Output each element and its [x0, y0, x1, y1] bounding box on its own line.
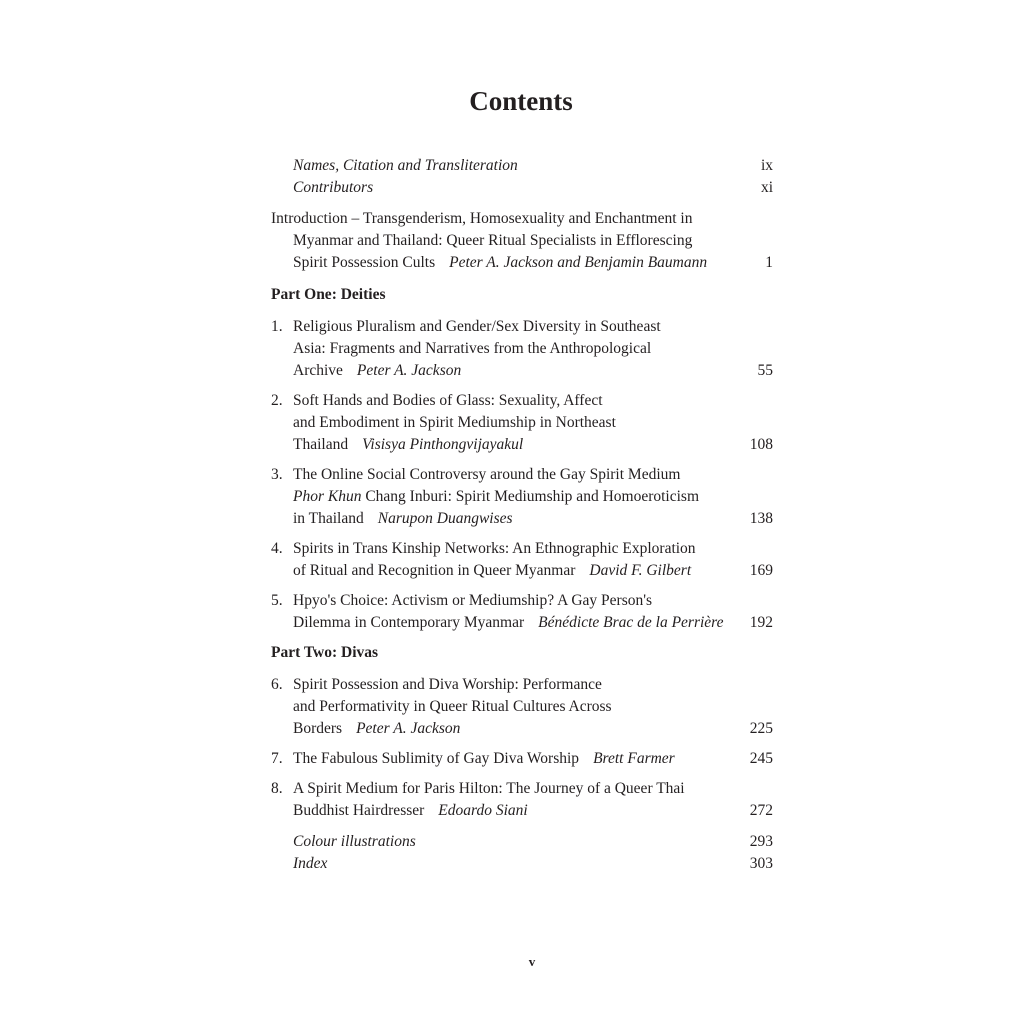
toc-entry-page: 108 [749, 436, 773, 453]
toc-entry-label: Index [293, 855, 328, 872]
toc-entry-contributors[interactable] [271, 177, 773, 199]
chapter-number: 1. [271, 318, 283, 335]
part-heading: Part Two: Divas [271, 644, 379, 661]
toc-entry-author: Visisya Pinthongvijayakul [362, 436, 524, 453]
toc-entry-line: and Embodiment in Spirit Mediumship in Northeast [293, 414, 616, 431]
toc-entry-line: Introduction – Transgenderism, Homosexuality and Enchantment in [271, 210, 693, 227]
toc-entry-page: 245 [749, 750, 773, 767]
toc-entry-line: Soft Hands and Bodies of Glass: Sexuality, Affect [293, 392, 603, 409]
chapter-number: 5. [271, 592, 283, 609]
toc-entry-line: Dilemma in Contemporary Myanmar [293, 614, 525, 631]
toc-entry-page: 293 [749, 833, 773, 850]
toc-entry-italic-prefix: Phor Khun [293, 488, 362, 505]
toc-entry-page: 225 [749, 720, 773, 737]
table-of-contents [271, 155, 773, 875]
toc-entry-author: Peter A. Jackson and Benjamin Baumann [449, 254, 708, 271]
toc-entry-chapter-6[interactable] [271, 674, 773, 740]
toc-entry-names-citation[interactable] [271, 155, 773, 177]
toc-entry-line: Borders [293, 720, 343, 737]
toc-entry-chapter-3[interactable] [271, 464, 773, 530]
toc-entry-line: The Fabulous Sublimity of Gay Diva Worship [293, 750, 580, 767]
chapter-number: 8. [271, 780, 283, 797]
toc-entry-chapter-8[interactable] [271, 778, 773, 822]
toc-entry-author: David F. Gilbert [589, 562, 692, 579]
toc-entry-page: 192 [749, 614, 773, 631]
chapter-number: 7. [271, 750, 283, 767]
toc-entry-page: xi [760, 179, 773, 196]
toc-entry-line: Thailand [293, 436, 349, 453]
toc-entry-label: Colour illustrations [293, 833, 416, 850]
toc-entry-author: Bénédicte Brac de la Perrière [538, 614, 724, 631]
toc-entry-author: Narupon Duangwises [377, 510, 513, 527]
toc-entry-page: 1 [765, 254, 773, 271]
toc-entry-line: Spirits in Trans Kinship Networks: An Ethnographic Exploration [293, 540, 696, 557]
toc-entry-label: Contributors [293, 179, 374, 196]
page-number: v [528, 954, 536, 969]
toc-entry-page: 55 [757, 362, 773, 379]
toc-entry-line: in Thailand [293, 510, 364, 527]
toc-entry-line: Buddhist Hairdresser [293, 802, 425, 819]
chapter-number: 6. [271, 676, 283, 693]
toc-entry-chapter-1[interactable] [271, 316, 773, 382]
toc-entry-line: The Online Social Controversy around the Gay Spirit Medium [293, 466, 681, 483]
toc-entry-line: Spirit Possession and Diva Worship: Performance [293, 676, 602, 693]
toc-entry-line: A Spirit Medium for Paris Hilton: The Journey of a Queer Thai [293, 780, 685, 797]
part-heading: Part One: Deities [271, 286, 386, 303]
toc-entry-line: Asia: Fragments and Narratives from the Anthropological [293, 340, 652, 357]
toc-entry-chapter-5[interactable] [271, 590, 773, 634]
chapter-number: 3. [271, 466, 283, 483]
toc-entry-line: Hpyo's Choice: Activism or Mediumship? A Gay Person's [293, 592, 653, 609]
toc-entry-page: ix [760, 157, 773, 174]
toc-entry-page: 272 [749, 802, 773, 819]
toc-entry-label: Names, Citation and Transliteration [293, 157, 518, 174]
toc-entry-author: Edoardo Siani [438, 802, 528, 819]
toc-entry-chapter-2[interactable] [271, 390, 773, 456]
toc-entry-page: 138 [749, 510, 773, 527]
toc-entry-page: 303 [749, 855, 773, 872]
toc-entry-author: Peter A. Jackson [356, 362, 462, 379]
toc-entry-chapter-7[interactable] [271, 748, 773, 770]
toc-entry-line: Myanmar and Thailand: Queer Ritual Specialists in Efflorescing [293, 232, 693, 249]
toc-entry-chapter-4[interactable] [271, 538, 773, 582]
toc-entry-line: Spirit Possession Cults [293, 254, 436, 271]
toc-entry-line: Religious Pluralism and Gender/Sex Diversity in Southeast [293, 318, 661, 335]
toc-entry-line: Archive [293, 362, 343, 379]
toc-entry-introduction[interactable] [271, 208, 773, 274]
chapter-number: 2. [271, 392, 283, 409]
page-title: Contents [469, 86, 573, 116]
toc-entry-author: Peter A. Jackson [356, 720, 461, 737]
toc-entry-line: Chang Inburi: Spirit Mediumship and Homoeroticism [365, 488, 699, 505]
toc-entry-index[interactable] [271, 853, 773, 875]
toc-entry-line: and Performativity in Queer Ritual Cultures Across [293, 698, 612, 715]
toc-entry-page: 169 [749, 562, 773, 579]
toc-entry-author: Brett Farmer [593, 750, 675, 767]
toc-entry-colour-illustrations[interactable] [271, 831, 773, 853]
chapter-number: 4. [271, 540, 283, 557]
toc-entry-line: of Ritual and Recognition in Queer Myanmar [293, 562, 576, 579]
